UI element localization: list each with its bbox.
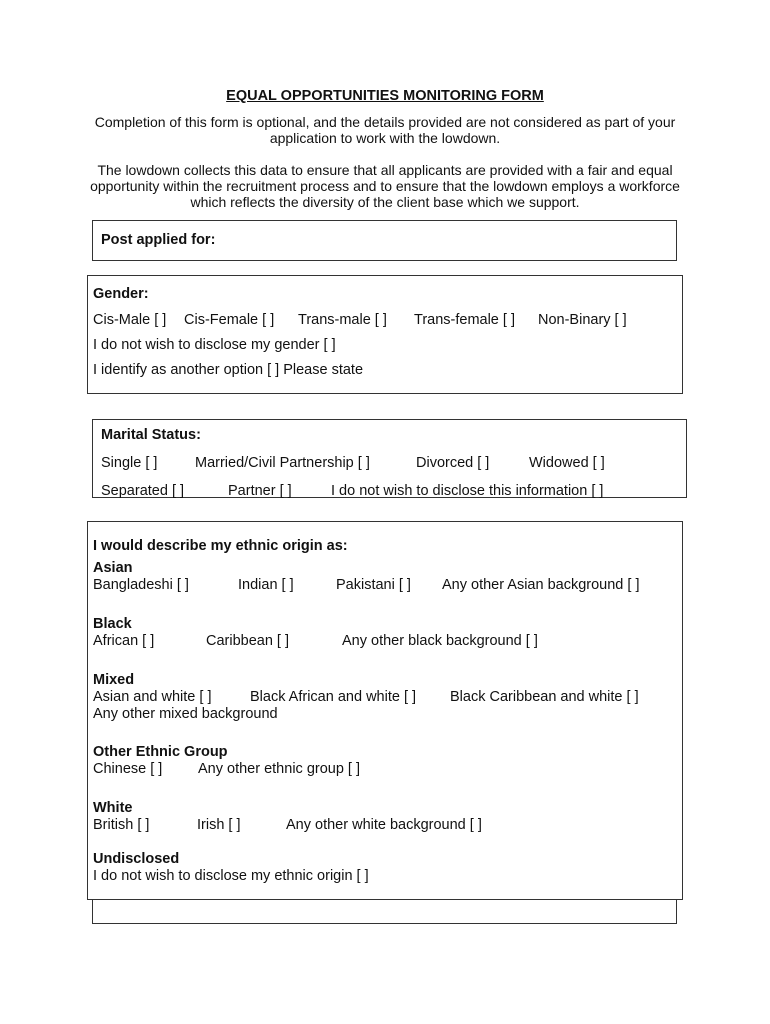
marital-box — [92, 419, 687, 498]
ethnic-other-white[interactable]: Any other white background [ ] — [286, 817, 482, 833]
gender-trans-female[interactable]: Trans-female [ ] — [414, 312, 515, 328]
ethnic-box — [87, 521, 683, 900]
ethnic-indian[interactable]: Indian [ ] — [238, 577, 294, 593]
ethnic-undisclosed-heading: Undisclosed — [93, 851, 180, 867]
ethnic-heading: I would describe my ethnic origin as: — [93, 538, 348, 554]
marital-no-disclose[interactable]: I do not wish to disclose this information [ ] — [331, 483, 604, 499]
marital-single[interactable]: Single [ ] — [101, 455, 158, 471]
marital-separated[interactable]: Separated [ ] — [101, 483, 185, 499]
ethnic-other-mixed[interactable]: Any other mixed background — [93, 706, 278, 722]
ethnic-asian-heading: Asian — [93, 560, 133, 576]
ethnic-other-black[interactable]: Any other black background [ ] — [342, 633, 538, 649]
marital-divorced[interactable]: Divorced [ ] — [416, 455, 490, 471]
marital-married[interactable]: Married/Civil Partnership [ ] — [195, 455, 370, 471]
gender-non-binary[interactable]: Non-Binary [ ] — [538, 312, 627, 328]
gender-box — [87, 275, 683, 394]
marital-heading: Marital Status: — [101, 427, 201, 443]
ethnic-caribbean[interactable]: Caribbean [ ] — [206, 633, 290, 649]
gender-cis-male[interactable]: Cis-Male [ ] — [93, 312, 167, 328]
ethnic-other-heading: Other Ethnic Group — [93, 744, 228, 760]
ethnic-chinese[interactable]: Chinese [ ] — [93, 761, 163, 777]
ethnic-black-african-white[interactable]: Black African and white [ ] — [250, 689, 417, 705]
ethnic-pakistani[interactable]: Pakistani [ ] — [336, 577, 411, 593]
post-applied-label: Post applied for: — [101, 232, 216, 248]
gender-heading: Gender: — [93, 286, 149, 302]
post-applied-box[interactable] — [92, 220, 677, 261]
ethnic-other-asian[interactable]: Any other Asian background [ ] — [442, 577, 640, 593]
ethnic-asian-white[interactable]: Asian and white [ ] — [93, 689, 212, 705]
purpose-text: The lowdown collects this data to ensure that all applicants are provided with a fair and equal opportunity within the recruitment process and to ensure that the lowdown employs a workforce which reflects the diversity of the client base which we support. — [90, 162, 680, 210]
ethnic-no-disclose[interactable]: I do not wish to disclose my ethnic origin [ ] — [93, 868, 369, 884]
intro-text: Completion of this form is optional, and the details provided are not considered as part of your application to work with the lowdown. — [94, 114, 676, 146]
gender-other[interactable]: I identify as another option [ ] Please state — [93, 362, 364, 378]
gender-cis-female[interactable]: Cis-Female [ ] — [184, 312, 275, 328]
ethnic-other-group[interactable]: Any other ethnic group [ ] — [198, 761, 361, 777]
gender-no-disclose[interactable]: I do not wish to disclose my gender [ ] — [93, 337, 336, 353]
marital-partner[interactable]: Partner [ ] — [228, 483, 292, 499]
gender-trans-male[interactable]: Trans-male [ ] — [298, 312, 387, 328]
ethnic-mixed-heading: Mixed — [93, 672, 135, 688]
trailing-box — [92, 899, 677, 924]
ethnic-irish[interactable]: Irish [ ] — [197, 817, 241, 833]
form-title: EQUAL OPPORTUNITIES MONITORING FORM — [226, 88, 544, 104]
ethnic-white-heading: White — [93, 800, 133, 816]
ethnic-african[interactable]: African [ ] — [93, 633, 155, 649]
ethnic-bangladeshi[interactable]: Bangladeshi [ ] — [93, 577, 189, 593]
marital-widowed[interactable]: Widowed [ ] — [529, 455, 605, 471]
ethnic-black-heading: Black — [93, 616, 132, 632]
ethnic-british[interactable]: British [ ] — [93, 817, 150, 833]
ethnic-black-caribbean-white[interactable]: Black Caribbean and white [ ] — [450, 689, 639, 705]
